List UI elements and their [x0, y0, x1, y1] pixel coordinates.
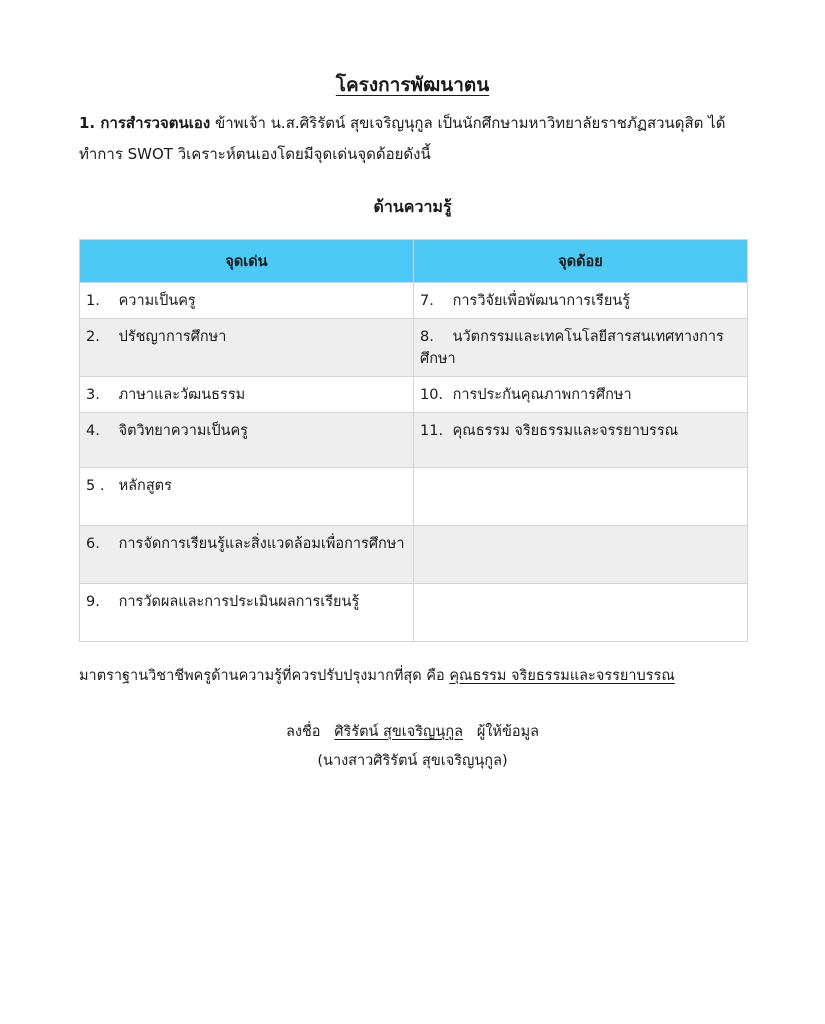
header-strengths: จุดเด่น	[80, 240, 414, 283]
header-weaknesses: จุดด้อย	[414, 240, 748, 283]
signature-label: ลงชื่อ	[285, 724, 321, 740]
strength-text: การวัดผลและการประเมินผลการเรียนรู้	[118, 594, 360, 610]
page-title-text: โครงการพัฒนาตน	[335, 74, 490, 96]
weakness-number: 7.	[420, 293, 434, 309]
standard-statement	[79, 664, 769, 687]
signature-full-name: (นางสาวศิริรัตน์ สุขเจริญนุกูล)	[317, 753, 508, 769]
table-row	[80, 468, 748, 526]
standard-prefix: มาตราฐานวิชาชีพครูด้านความรู้ที่ควรปรับปรุงมากที่สุด คือ	[79, 668, 450, 684]
strength-number: 6.	[86, 536, 100, 552]
weakness-cell	[414, 377, 748, 413]
table-row	[80, 413, 748, 468]
table-row	[80, 377, 748, 413]
weakness-number: 10.	[420, 387, 444, 403]
table-row	[80, 584, 748, 642]
standard-value: คุณธรรม จริยธรรมและจรรยาบรรณ	[449, 668, 675, 684]
signature-name: ศิริรัตน์ สุขเจริญนุกูล	[334, 724, 463, 740]
signature-role: ผู้ให้ข้อมูล	[476, 724, 540, 740]
weakness-text: การวิจัยเพื่อพัฒนาการเรียนรู้	[452, 293, 631, 309]
weakness-cell	[414, 468, 748, 526]
strength-text: ปรัชญาการศึกษา	[118, 329, 227, 345]
signature-line	[0, 718, 825, 747]
table-row	[80, 319, 748, 377]
strength-cell	[80, 526, 414, 584]
table-header-row	[80, 240, 748, 283]
weakness-number: 11.	[420, 423, 444, 439]
strength-number: 1.	[86, 293, 100, 309]
strength-text: จิตวิทยาความเป็นครู	[118, 423, 248, 439]
table-row	[80, 526, 748, 584]
weakness-cell	[414, 319, 748, 377]
strength-cell	[80, 468, 414, 526]
intro-paragraph	[79, 108, 759, 170]
strength-text: หลักสูตร	[118, 478, 172, 494]
strength-number: 4.	[86, 423, 100, 439]
strength-number: 2.	[86, 329, 100, 345]
strength-cell	[80, 413, 414, 468]
strength-number: 5 .	[86, 478, 105, 494]
weakness-cell	[414, 413, 748, 468]
weakness-text: คุณธรรม จริยธรรมและจรรยาบรรณ	[452, 423, 679, 439]
signature-block	[0, 718, 825, 776]
table-row	[80, 283, 748, 319]
weakness-cell	[414, 584, 748, 642]
strength-cell	[80, 319, 414, 377]
swot-table	[79, 239, 748, 642]
strength-text: การจัดการเรียนรู้และสิ่งแวดล้อมเพื่อการศึกษา	[118, 536, 405, 552]
strength-cell	[80, 283, 414, 319]
section-title: ด้านความรู้	[373, 197, 452, 216]
weakness-text: การประกันคุณภาพการศึกษา	[452, 387, 632, 403]
weakness-text: นวัตกรรมและเทคโนโลยีสารสนเทศทางการศึกษา	[420, 329, 724, 367]
intro-text: ข้าพเจ้า น.ส.ศิริรัตน์ สุขเจริญนุกูล เป็นนักศึกษามหาวิทยาลัยราชภัฏสวนดุสิต ได้ทำการ SWOT วิเคราะห์ตนเองโดยมีจุดเด่นจุดด้อยดังนี้	[79, 114, 726, 163]
strength-text: ภาษาและวัฒนธรรม	[118, 387, 246, 403]
strength-cell	[80, 584, 414, 642]
strength-number: 3.	[86, 387, 100, 403]
intro-heading: 1. การสำรวจตนเอง	[79, 114, 211, 132]
strength-number: 9.	[86, 594, 100, 610]
weakness-number: 8.	[420, 329, 434, 345]
strength-text: ความเป็นครู	[118, 293, 196, 309]
weakness-cell	[414, 283, 748, 319]
weakness-cell	[414, 526, 748, 584]
strength-cell	[80, 377, 414, 413]
page-title	[0, 70, 825, 100]
